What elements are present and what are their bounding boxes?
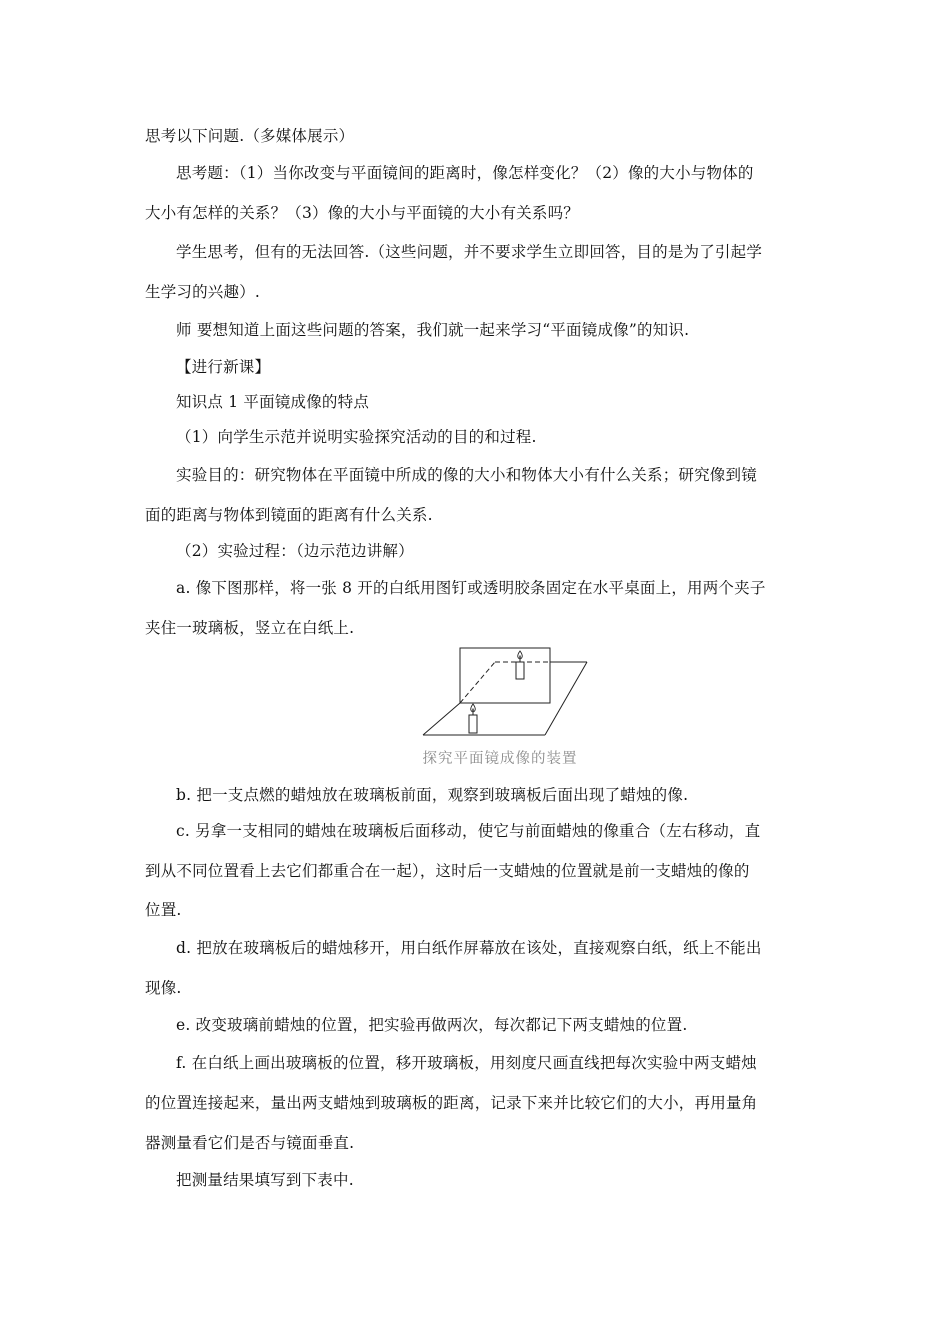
section-heading-new-lesson: 【进行新课】 bbox=[176, 358, 271, 376]
paper-hidden-edge bbox=[460, 662, 495, 703]
paragraph-item-c-line3: 位置. bbox=[145, 901, 182, 919]
paragraph-experiment-purpose-line2: 面的距离与物体到镜面的距离有什么关系. bbox=[145, 506, 433, 524]
paragraph-item-d-line2: 现像. bbox=[145, 979, 182, 997]
paragraph-item-f-line1: f. 在白纸上画出玻璃板的位置，移开玻璃板，用刻度尺画直线把每次实验中两支蜡烛 bbox=[176, 1054, 757, 1072]
paragraph-item-d-line1: d. 把放在玻璃板后的蜡烛移开，用白纸作屏幕放在该处，直接观察白纸，纸上不能出 bbox=[176, 939, 762, 957]
paragraph-think-questions-intro: 思考以下问题.（多媒体展示） bbox=[145, 127, 355, 145]
paragraph-item-e: e. 改变玻璃前蜡烛的位置，把实验再做两次，每次都记下两支蜡烛的位置. bbox=[176, 1016, 688, 1034]
paragraph-step-1: （1）向学生示范并说明实验探究活动的目的和过程. bbox=[176, 428, 537, 446]
paragraph-student-thinking-line1: 学生思考，但有的无法回答.（这些问题，并不要求学生立即回答，目的是为了引起学 bbox=[176, 243, 763, 261]
paragraph-item-f-line3: 器测量看它们是否与镜面垂直. bbox=[145, 1134, 355, 1152]
paragraph-student-thinking-line2: 生学习的兴趣）. bbox=[145, 283, 261, 301]
paper-edge-left bbox=[423, 703, 460, 735]
glass-plate bbox=[460, 648, 550, 703]
paragraph-item-b: b. 把一支点燃的蜡烛放在玻璃板前面，观察到玻璃板后面出现了蜡烛的像. bbox=[176, 786, 689, 804]
paragraph-step-2: （2）实验过程：（边示范边讲解） bbox=[176, 542, 414, 560]
paragraph-think-questions-line2: 大小有怎样的关系？（3）像的大小与平面镜的大小有关系吗？ bbox=[145, 204, 579, 222]
paper-edge-right bbox=[545, 662, 587, 735]
paragraph-item-a-line1: a. 像下图那样，将一张 8 开的白纸用图钉或透明胶条固定在水平桌面上，用两个夹子 bbox=[176, 579, 766, 597]
paragraph-fill-table: 把测量结果填写到下表中. bbox=[176, 1171, 354, 1189]
candle-front-icon bbox=[469, 704, 477, 733]
paragraph-think-questions-line1: 思考题：（1）当你改变与平面镜间的距离时，像怎样变化？（2）像的大小与物体的 bbox=[176, 164, 754, 182]
paragraph-item-f-line2: 的位置连接起来，量出两支蜡烛到玻璃板的距离，记录下来并比较它们的大小，再用量角 bbox=[145, 1094, 758, 1112]
paragraph-experiment-purpose-line1: 实验目的：研究物体在平面镜中所成的像的大小和物体大小有什么关系；研究像到镜 bbox=[176, 466, 757, 484]
paragraph-item-c-line2: 到从不同位置看上去它们都重合在一起），这时后一支蜡烛的位置就是前一支蜡烛的像的 bbox=[145, 862, 750, 880]
candle-image-icon bbox=[516, 651, 524, 679]
paragraph-item-a-line2: 夹住一玻璃板，竖立在白纸上. bbox=[145, 619, 355, 637]
figure-caption: 探究平面镜成像的装置 bbox=[422, 751, 578, 767]
knowledge-point-heading: 知识点 1 平面镜成像的特点 bbox=[176, 393, 370, 411]
paragraph-item-c-line1: c. 另拿一支相同的蜡烛在玻璃板后面移动，使它与前面蜡烛的像重合（左右移动，直 bbox=[176, 822, 761, 840]
paragraph-teacher-intro: 师 要想知道上面这些问题的答案，我们就一起来学习“平面镜成像”的知识. bbox=[176, 321, 690, 339]
